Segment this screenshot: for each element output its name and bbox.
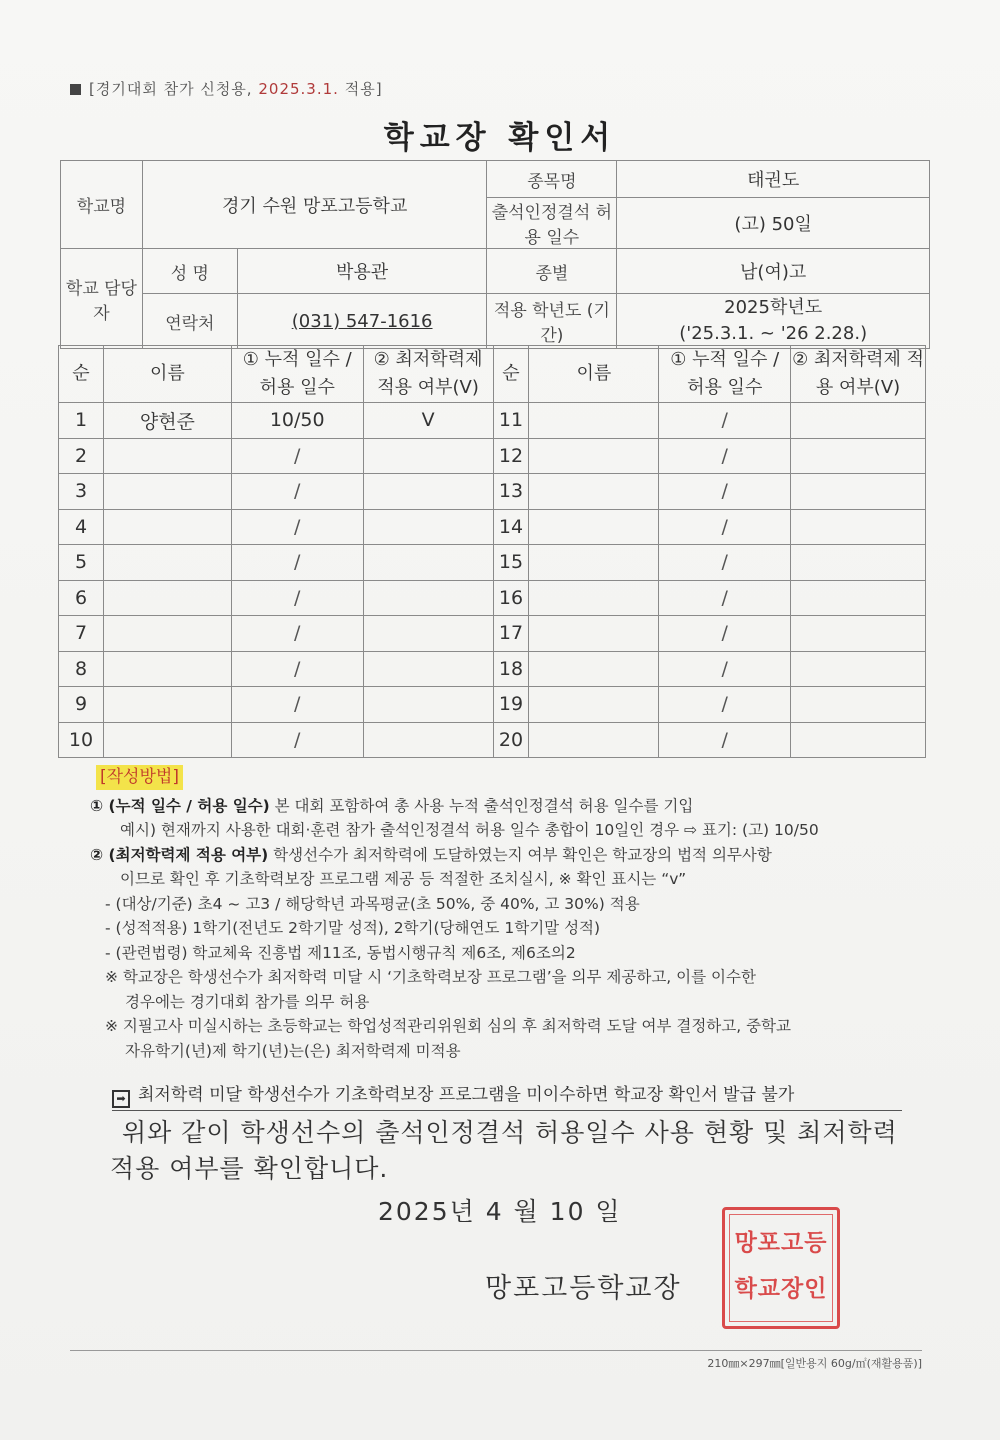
guide-item-1-title: ① (누적 일수 / 허용 일수) xyxy=(90,796,270,815)
header-min-2: ② 최저학력제 적용 여부(V) xyxy=(791,346,926,403)
allowed-days-value: (고) 50일 xyxy=(617,198,930,249)
table-row: 3 / 13 / xyxy=(59,474,926,510)
table-row: 1 양현준 10/50 V 11 / xyxy=(59,403,926,439)
guide-note-1-cont: 경우에는 경기대회 참가를 의무 허용 xyxy=(125,992,370,1011)
header-name-2: 이름 xyxy=(529,346,659,403)
official-seal-icon: 망포고등 학교장인 xyxy=(722,1207,840,1329)
guide-note-2-cont: 자유학기(년)제 학기(년)는(은) 최저학력제 미적용 xyxy=(125,1041,461,1060)
gender-value: 남(여)고 xyxy=(617,249,930,294)
guide-item-1-text: 본 대회 포함하여 총 사용 누적 출석인정결석 허용 일수를 기입 xyxy=(269,796,694,815)
arrow-box-icon: ➡ xyxy=(112,1090,130,1108)
guide-laws: - (관련법령) 학교체육 진흥법 제11조, 동법시행규칙 제6조, 제6조의2 xyxy=(105,943,576,962)
form-usage-note: [경기대회 참가 신청용, 2025.3.1. 적용] xyxy=(70,78,383,99)
guide-item-2-title: ② (최저학력제 적용 여부) xyxy=(90,845,269,864)
instructions-section xyxy=(90,765,920,1063)
guide-note-2: ※ 지필고사 미실시하는 초등학교는 학업성적관리위원회 심의 후 최저학력 도달 여부 결정하고, 중학교 xyxy=(105,1017,792,1035)
period-value: ('25.3.1. ~ '26 2.28.) xyxy=(679,323,868,344)
instructions-heading: [작성방법] xyxy=(96,765,183,790)
guide-note-1: ※ 학교장은 학생선수가 최저학력 미달 시 ‘기초학력보장 프로그램’을 의무 제공하고, 이를 이수한 xyxy=(105,968,756,986)
header-no: 순 xyxy=(59,346,104,403)
manager-name-value: 박용관 xyxy=(237,249,487,294)
school-info-table xyxy=(60,160,930,349)
gender-label: 종별 xyxy=(487,249,617,294)
event-label: 종목명 xyxy=(487,161,617,198)
note-date: 2025.3.1. xyxy=(258,80,339,98)
guide-grades: - (성적적용) 1학기(전년도 2학기말 성적), 2학기(당해연도 1학기말 성적) xyxy=(105,919,601,937)
warning-bar: ➡ 최저학력 미달 학생선수가 기초학력보장 프로그램을 미이수하면 학교장 확인서 발급 불가 xyxy=(112,1080,902,1111)
header-days: ① 누적 일수 / 허용 일수 xyxy=(231,346,363,403)
header-days-2: ① 누적 일수 / 허용 일수 xyxy=(659,346,791,403)
header-no-2: 순 xyxy=(493,346,529,403)
guide-example: 예시) 현재까지 사용한 대회·훈련 참가 출석인정결석 허용 일수 총합이 10일인 경우 ⇨ 표기: (고) 10/50 xyxy=(120,821,819,839)
guide-target: - (대상/기준) 초4 ~ 고3 / 해당학년 과목평균(초 50%, 중 40%, 고 30%) 적용 xyxy=(105,894,640,913)
square-bullet-icon xyxy=(70,84,81,95)
table-row: 6 / 16 / xyxy=(59,580,926,616)
paper-spec-footer: 210㎜×297㎜[일반용지 60g/㎡(재활용품)] xyxy=(70,1350,922,1371)
page-title: 학교장 확인서 xyxy=(383,120,617,156)
issue-date: 2025년 4 월 10 일 xyxy=(378,1197,622,1226)
name-label: 성 명 xyxy=(142,249,237,294)
guide-item-2-text: 학생선수가 최저학력에 도달하였는지 여부 확인은 학교장의 법적 의무사항 xyxy=(268,845,772,864)
principal-signature: 망포고등학교장 xyxy=(485,1273,682,1304)
year-value: 2025학년도 xyxy=(724,297,823,318)
contact-label: 연락처 xyxy=(142,294,237,349)
student-roster-table xyxy=(58,345,926,758)
school-label: 학교명 xyxy=(61,161,143,249)
confirmation-statement: 위와 같이 학생선수의 출석인정결석 허용일수 사용 현황 및 최저학력 적용 여부를 확인합니다. xyxy=(110,1118,898,1183)
table-row: 2 / 12 / xyxy=(59,438,926,474)
allowed-days-label: 출석인정결석 허용 일수 xyxy=(487,198,617,249)
table-row: 9 / 19 / xyxy=(59,687,926,723)
event-value: 태권도 xyxy=(617,161,930,198)
table-row: 7 / 17 / xyxy=(59,616,926,652)
table-row: 4 / 14 / xyxy=(59,509,926,545)
table-row: 8 / 18 / xyxy=(59,651,926,687)
manager-label: 학교 담당자 xyxy=(61,249,143,349)
table-row: 5 / 15 / xyxy=(59,545,926,581)
contact-value: (031) 547-1616 xyxy=(237,294,487,349)
school-value: 경기 수원 망포고등학교 xyxy=(142,161,487,249)
header-name: 이름 xyxy=(103,346,231,403)
table-row: 10 / 20 / xyxy=(59,722,926,758)
year-label: 적용 학년도 (기간) xyxy=(487,294,617,349)
header-min: ② 최저학력제 적용 여부(V) xyxy=(363,346,493,403)
guide-item-2-cont: 이므로 확인 후 기초학력보장 프로그램 제공 등 적절한 조치실시, ※ 확인 표시는 “v” xyxy=(120,870,687,888)
